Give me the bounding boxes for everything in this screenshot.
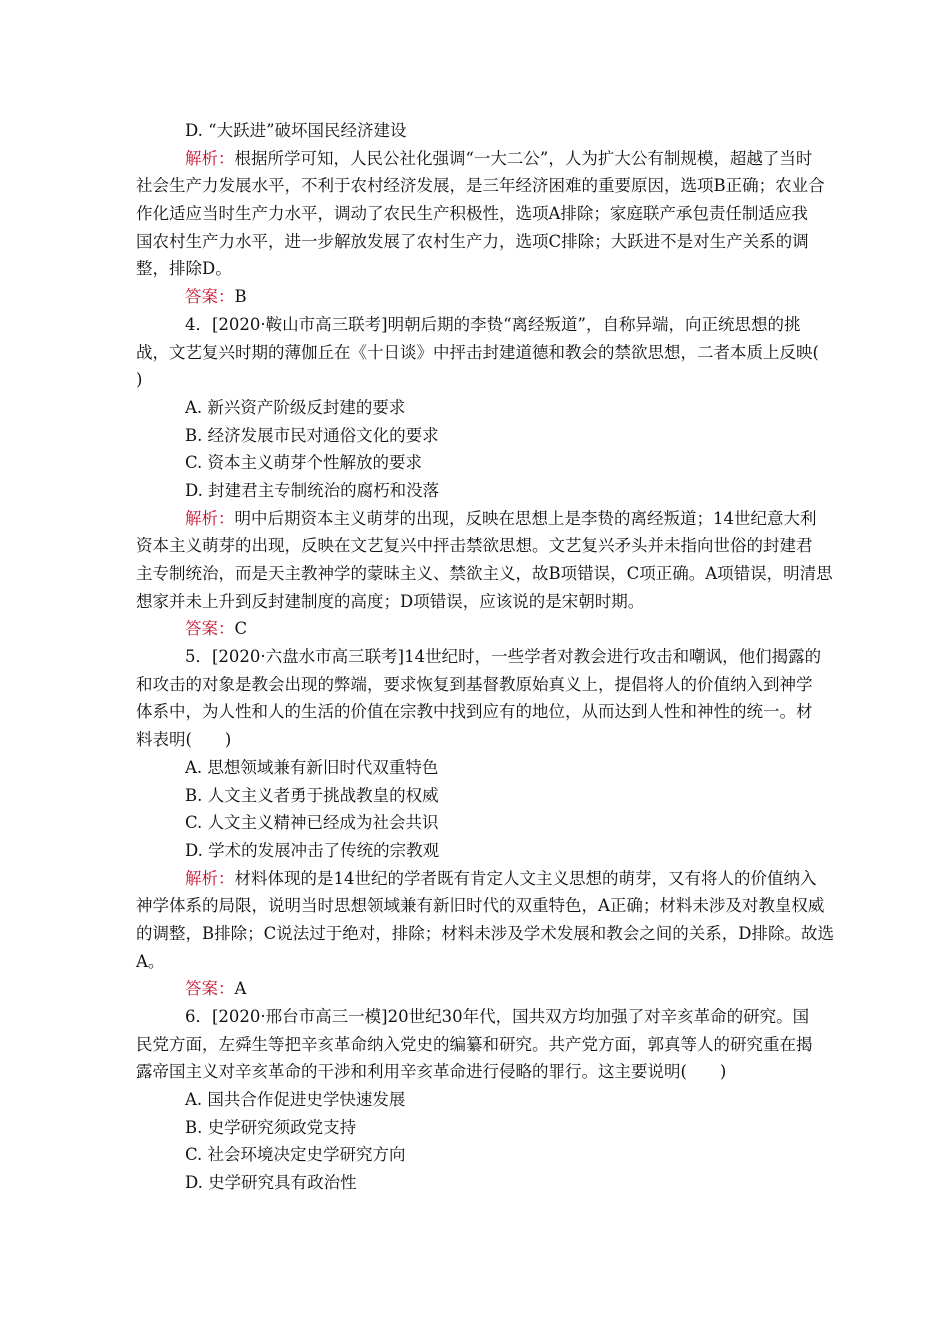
q4-option-b: B. 经济发展市民对通俗文化的要求 bbox=[185, 425, 439, 445]
q4-analysis-line-4: 想家并未上升到反封建制度的高度；D项错误，应该说的是宋朝时期。 bbox=[136, 591, 645, 611]
q4-analysis-label: 解析： bbox=[185, 508, 235, 528]
q4-analysis-line-1: 解析：明中后期资本主义萌芽的出现，反映在思想上是李贽的离经叛道；14世纪意大利 bbox=[185, 508, 817, 528]
q3-analysis-label: 解析： bbox=[185, 148, 235, 168]
q5-analysis-line-1: 解析：材料体现的是14世纪的学者既有肯定人文主义思想的萌芽，又有将人的价值纳入 bbox=[185, 868, 817, 888]
q5-analysis-label: 解析： bbox=[185, 868, 235, 888]
q3-option-d: D. “大跃进”破坏国民经济建设 bbox=[185, 121, 407, 140]
q6-stem-line-1: 6．[2020·邢台市高三一模]20世纪30年代，国共双方均加强了对辛亥革命的研究。国 bbox=[185, 1007, 810, 1026]
q3-answer-label: 答案： bbox=[185, 287, 235, 307]
q3-analysis-line-3: 作化适应当时生产力水平，调动了农民生产积极性，选项A排除；家庭联产承包责任制适应我 bbox=[136, 204, 808, 224]
q3-analysis-line-4: 国农村生产力水平，进一步解放发展了农村生产力，选项C排除；大跃进不是对生产关系的调 bbox=[136, 231, 809, 251]
q3-analysis-line-5: 整，排除D。 bbox=[136, 259, 232, 279]
q4-stem-line-1: 4．[2020·鞍山市高三联考]明朝后期的李贽“离经叛道”，自称异端，向正统思想的挑 bbox=[185, 314, 801, 334]
q6-option-d: D. 史学研究具有政治性 bbox=[185, 1173, 357, 1193]
q6-stem-line-3: 露帝国主义对辛亥革命的干涉和利用辛亥革命进行侵略的罪行。这主要说明( ) bbox=[136, 1062, 727, 1082]
q4-option-d: D. 封建君主专制统治的腐朽和没落 bbox=[185, 480, 440, 500]
q4-option-a: A. 新兴资产阶级反封建的要求 bbox=[185, 397, 406, 417]
q4-analysis-line-3: 主专制统治，而是天主教神学的蒙昧主义、禁欲主义，故B项错误，C项正确。A项错误，明清思 bbox=[136, 564, 833, 583]
q5-option-d: D. 学术的发展冲击了传统的宗教观 bbox=[185, 840, 440, 860]
q4-stem-line-3: ) bbox=[136, 370, 143, 390]
q5-stem-line-3: 体系中，为人性和人的生活的价值在宗教中找到应有的地位，从而达到人性和神性的统一。材 bbox=[136, 702, 813, 722]
document-page bbox=[136, 117, 834, 1197]
q4-answer bbox=[136, 615, 816, 643]
q4-answer-label: 答案： bbox=[185, 619, 235, 639]
q5-option-c: C. 人文主义精神已经成为社会共识 bbox=[185, 813, 439, 833]
q5-answer-value: A bbox=[234, 979, 247, 999]
q3-analysis-line-2: 社会生产力发展水平，不利于农村经济发展，是三年经济困难的重要原因，选项B正确；农业合 bbox=[136, 176, 825, 196]
q5-analysis-line-3: 的调整，B排除；C说法过于绝对，排除；材料未涉及学术发展和教会之间的关系，D排除。故选 bbox=[136, 923, 834, 943]
q3-answer bbox=[136, 283, 816, 311]
q6-stem-line-2: 民党方面，左舜生等把辛亥革命纳入党史的编纂和研究。共产党方面，郭真等人的研究重在揭 bbox=[136, 1034, 813, 1054]
q6-option-b: B. 史学研究须政党支持 bbox=[185, 1117, 357, 1137]
q5-option-a: A. 思想领域兼有新旧时代双重特色 bbox=[185, 757, 439, 777]
q5-option-b: B. 人文主义者勇于挑战教皇的权威 bbox=[185, 785, 439, 805]
q5-stem-line-1: 5．[2020·六盘水市高三联考]14世纪时，一些学者对教会进行攻击和嘲讽，他们揭露的 bbox=[185, 647, 822, 667]
q5-analysis-line-2: 神学体系的局限，说明当时思想领域兼有新旧时代的双重特色，A正确；材料未涉及对教皇权威 bbox=[136, 896, 825, 916]
q4-stem-line-2: 战，文艺复兴时期的薄伽丘在《十日谈》中抨击封建道德和教会的禁欲思想，二者本质上反映( bbox=[136, 342, 819, 362]
q3-analysis bbox=[136, 145, 825, 283]
q4-option-c: C. 资本主义萌芽个性解放的要求 bbox=[185, 453, 423, 473]
q6-option-a: A. 国共合作促进史学快速发展 bbox=[185, 1090, 406, 1110]
q6-option-c: C. 社会环境决定史学研究方向 bbox=[185, 1145, 406, 1165]
q5-analysis-line-4: A。 bbox=[136, 951, 165, 971]
q5-answer-label: 答案： bbox=[185, 979, 235, 999]
q3-analysis-line-1: 解析：根据所学可知，人民公社化强调“一大二公”，人为扩大公有制规模，超越了当时 bbox=[185, 148, 813, 168]
q5-answer bbox=[136, 975, 816, 1003]
q4-analysis-line-2: 资本主义萌芽的出现，反映在文艺复兴中抨击禁欲思想。文艺复兴矛头并未指向世俗的封建君 bbox=[136, 536, 813, 556]
q5-stem-line-2: 和攻击的对象是教会出现的弊端，要求恢复到基督教原始真义上，提倡将人的价值纳入到神学 bbox=[136, 674, 813, 694]
q3-answer-value: B bbox=[234, 287, 247, 307]
q4-answer-value: C bbox=[234, 619, 248, 639]
q5-stem-line-4: 料表明( ) bbox=[136, 730, 232, 750]
